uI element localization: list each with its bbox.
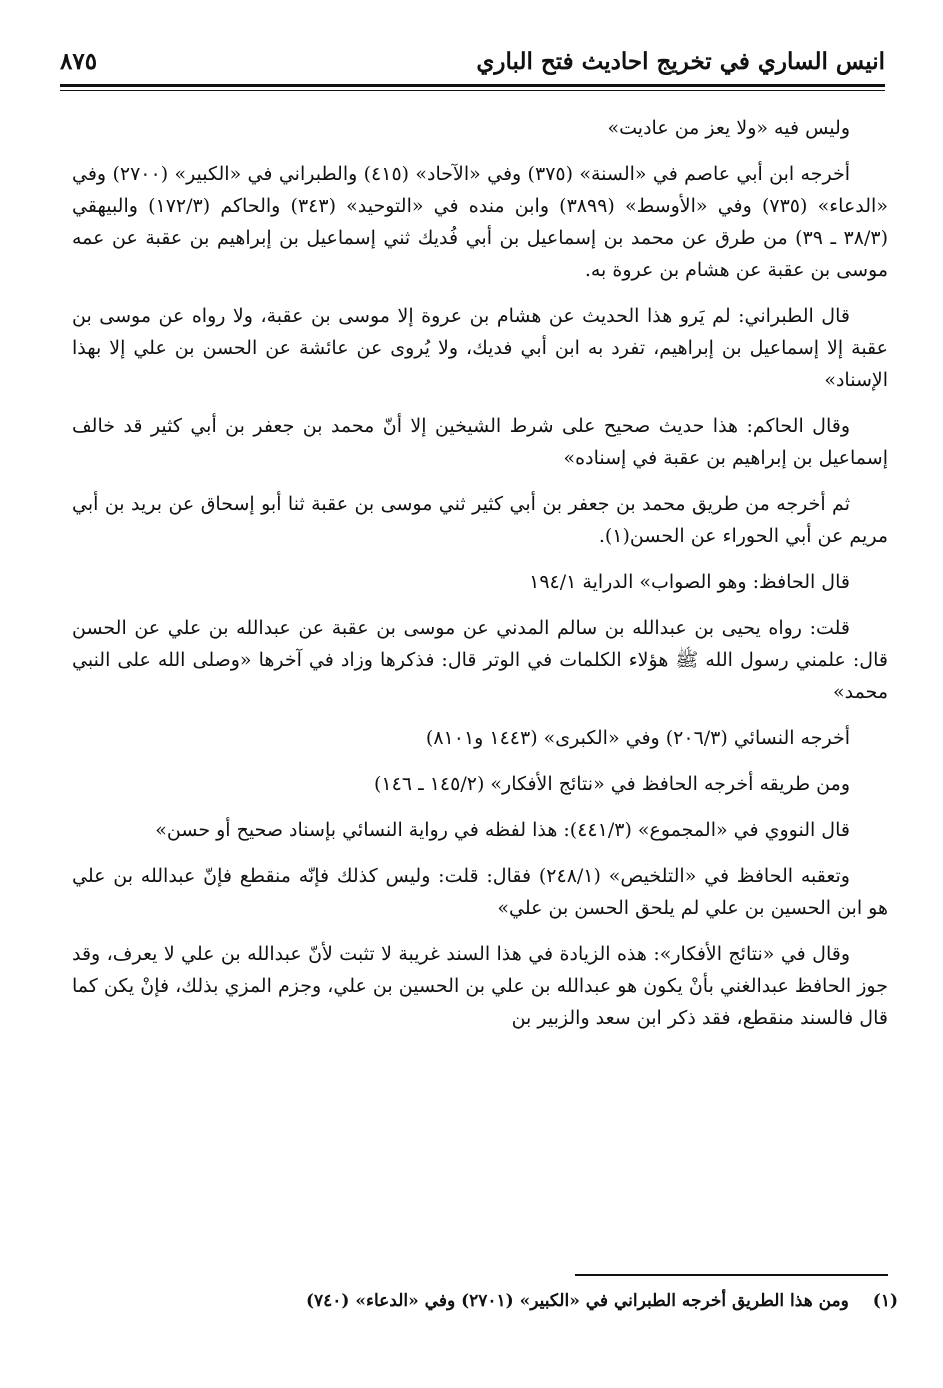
footnote-separator bbox=[575, 1274, 888, 1276]
page-number: ٨٧٥ bbox=[60, 48, 98, 75]
footnote bbox=[72, 1288, 898, 1314]
paragraph: قال الحافظ: وهو الصواب» الدراية ١٩٤/١ bbox=[529, 571, 850, 593]
running-title: انيس الساري في تخريج احاديث فتح الباري bbox=[476, 48, 885, 75]
paragraph: وليس فيه «ولا يعز من عاديت» bbox=[607, 117, 850, 139]
paragraph: قال النووي في «المجموع» (٤٤١/٣): هذا لفظه في رواية النسائي بإسناد صحيح أو حسن» bbox=[155, 819, 850, 841]
paragraph: ومن طريقه أخرجه الحافظ في «نتائج الأفكار» (١٤٥/٢ ـ ١٤٦) bbox=[374, 773, 850, 795]
paragraph: أخرجه النسائي (٢٠٦/٣) وفي «الكبرى» (١٤٤٣ و٨١٠١) bbox=[425, 727, 850, 749]
paragraph: قال الطبراني: لم يَرو هذا الحديث عن هشام بن عروة إلا موسى بن عقبة، ولا رواه عن موسى بن عقبة إلا إسماعيل بن إبراهيم، تفرد به ابن أبي فديك، ولا يُروى عن عائشة عن الحسن بن علي إلا بهذا الإسناد» bbox=[72, 305, 888, 391]
paragraph: أخرجه ابن أبي عاصم في «السنة» (٣٧٥) وفي «الآحاد» (٤١٥) والطبراني في «الكبير» (٢٧٠٠) وفي «الدعاء» (٧٣٥) وفي «الأوسط» (٣٨٩٩) وابن منده في «التوحيد» (٣٤٣) والحاكم (١٧٢/٣) والبيهقي (٣٨/٣ ـ ٣٩) من طرق عن محمد بن إسماعيل بن أبي فُديك ثني إسماعيل بن إبراهيم بن عقبة عن عمه موسى بن عقبة عن هشام بن عروة به. bbox=[72, 163, 888, 281]
header-rule bbox=[60, 84, 885, 87]
paragraph: ثم أخرجه من طريق محمد بن جعفر بن أبي كثير ثني موسى بن عقبة ثنا أبو إسحاق عن بريد بن أبي مريم عن أبي الحوراء عن الحسن(١). bbox=[72, 493, 888, 547]
header-rule-thin bbox=[60, 90, 885, 91]
footnote-text: ومن هذا الطريق أخرجه الطبراني في «الكبير» (٢٧٠١) وفي «الدعاء» (٧٤٠) bbox=[305, 1291, 849, 1311]
paragraph: وقال الحاكم: هذا حديث صحيح على شرط الشيخين إلا أنّ محمد بن جعفر بن أبي كثير قد خالف إسماعيل بن إبراهيم بن عقبة في إسناده» bbox=[72, 415, 888, 469]
body-text bbox=[72, 112, 888, 1048]
footnote-number: (١) bbox=[872, 1291, 898, 1311]
page-header bbox=[60, 46, 885, 80]
paragraph: قلت: رواه يحيى بن عبدالله بن سالم المدني عن موسى بن عقبة عن عبدالله بن علي عن الحسن قال: علمني رسول الله ﷺ هؤلاء الكلمات في الوتر قال: فذكرها وزاد في آخرها «وصلى الله على النبي محمد» bbox=[72, 617, 888, 703]
paragraph: وقال في «نتائج الأفكار»: هذه الزيادة في هذا السند غريبة لا تثبت لأنّ عبدالله بن علي لا يعرف، وقد جوز الحافظ عبدالغني بأنْ يكون هو عبدالله بن علي بن الحسين بن علي، وجزم المزي بذلك، فإنْ يكن كما قال فالسند منقطع، فقد ذكر ابن سعد والزبير بن bbox=[72, 943, 888, 1029]
paragraph: وتعقبه الحافظ في «التلخيص» (٢٤٨/١) فقال: قلت: وليس كذلك فإنّه منقطع فإنّ عبدالله بن علي هو ابن الحسين بن علي لم يلحق الحسن بن علي» bbox=[72, 865, 888, 919]
